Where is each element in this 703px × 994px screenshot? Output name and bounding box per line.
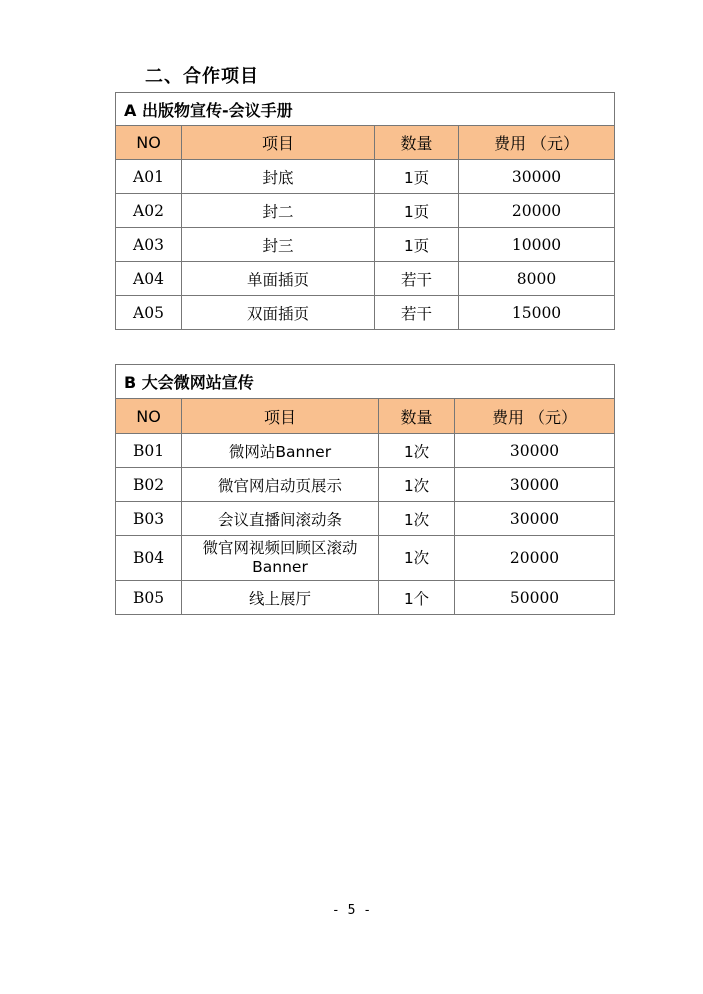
row-quantity: 若干 xyxy=(375,296,459,330)
row-no: B05 xyxy=(116,581,182,615)
row-item xyxy=(182,536,379,581)
row-no: B02 xyxy=(116,468,182,502)
row-fee: 10000 xyxy=(459,228,615,262)
row-fee: 30000 xyxy=(455,468,615,502)
row-quantity: 若干 xyxy=(375,262,459,296)
row-no: B03 xyxy=(116,502,182,536)
table-row xyxy=(116,262,615,296)
table-row xyxy=(116,536,615,581)
column-header-no: NO xyxy=(116,126,182,160)
row-item: 封底 xyxy=(182,160,375,194)
row-item: 封三 xyxy=(182,228,375,262)
row-fee: 30000 xyxy=(455,502,615,536)
row-quantity: 1个 xyxy=(379,581,455,615)
row-no: A02 xyxy=(116,194,182,228)
row-quantity: 1次 xyxy=(379,536,455,581)
table-row xyxy=(116,194,615,228)
table-row xyxy=(116,434,615,468)
row-quantity: 1页 xyxy=(375,160,459,194)
row-item-line1: 微官网视频回顾区滚动 xyxy=(202,539,358,557)
page-number: - 5 - xyxy=(331,903,372,918)
row-quantity: 1次 xyxy=(379,434,455,468)
column-header-item: 项目 xyxy=(182,126,375,160)
table-row xyxy=(116,468,615,502)
row-item: 会议直播间滚动条 xyxy=(182,502,379,536)
table-row xyxy=(116,502,615,536)
column-header-quantity: 数量 xyxy=(379,399,455,434)
row-fee: 30000 xyxy=(455,434,615,468)
publication-promo-table xyxy=(115,92,615,330)
row-fee: 50000 xyxy=(455,581,615,615)
table-row xyxy=(116,228,615,262)
row-item: 单面插页 xyxy=(182,262,375,296)
microsite-promo-table xyxy=(115,364,615,615)
table-row xyxy=(116,160,615,194)
row-item: 线上展厅 xyxy=(182,581,379,615)
table-row xyxy=(116,296,615,330)
row-item: 微网站Banner xyxy=(182,434,379,468)
column-header-fee: 费用 （元） xyxy=(455,399,615,434)
table-row xyxy=(116,581,615,615)
row-no: A03 xyxy=(116,228,182,262)
row-no: B04 xyxy=(116,536,182,581)
row-fee: 30000 xyxy=(459,160,615,194)
row-no: B01 xyxy=(116,434,182,468)
table-caption: A 出版物宣传-会议手册 xyxy=(116,93,615,126)
row-item-line2: Banner xyxy=(252,558,308,576)
column-header-quantity: 数量 xyxy=(375,126,459,160)
table-caption: B 大会微网站宣传 xyxy=(116,365,615,399)
section-title: 二、合作项目 xyxy=(145,66,259,87)
row-no: A01 xyxy=(116,160,182,194)
row-item: 双面插页 xyxy=(182,296,375,330)
row-quantity: 1页 xyxy=(375,194,459,228)
row-fee: 8000 xyxy=(459,262,615,296)
row-no: A05 xyxy=(116,296,182,330)
row-item: 微官网启动页展示 xyxy=(182,468,379,502)
row-item: 封二 xyxy=(182,194,375,228)
row-no: A04 xyxy=(116,262,182,296)
column-header-fee: 费用 （元） xyxy=(459,126,615,160)
row-fee: 20000 xyxy=(459,194,615,228)
column-header-item: 项目 xyxy=(182,399,379,434)
row-fee: 20000 xyxy=(455,536,615,581)
column-header-no: NO xyxy=(116,399,182,434)
row-quantity: 1次 xyxy=(379,468,455,502)
row-fee: 15000 xyxy=(459,296,615,330)
row-quantity: 1页 xyxy=(375,228,459,262)
row-quantity: 1次 xyxy=(379,502,455,536)
